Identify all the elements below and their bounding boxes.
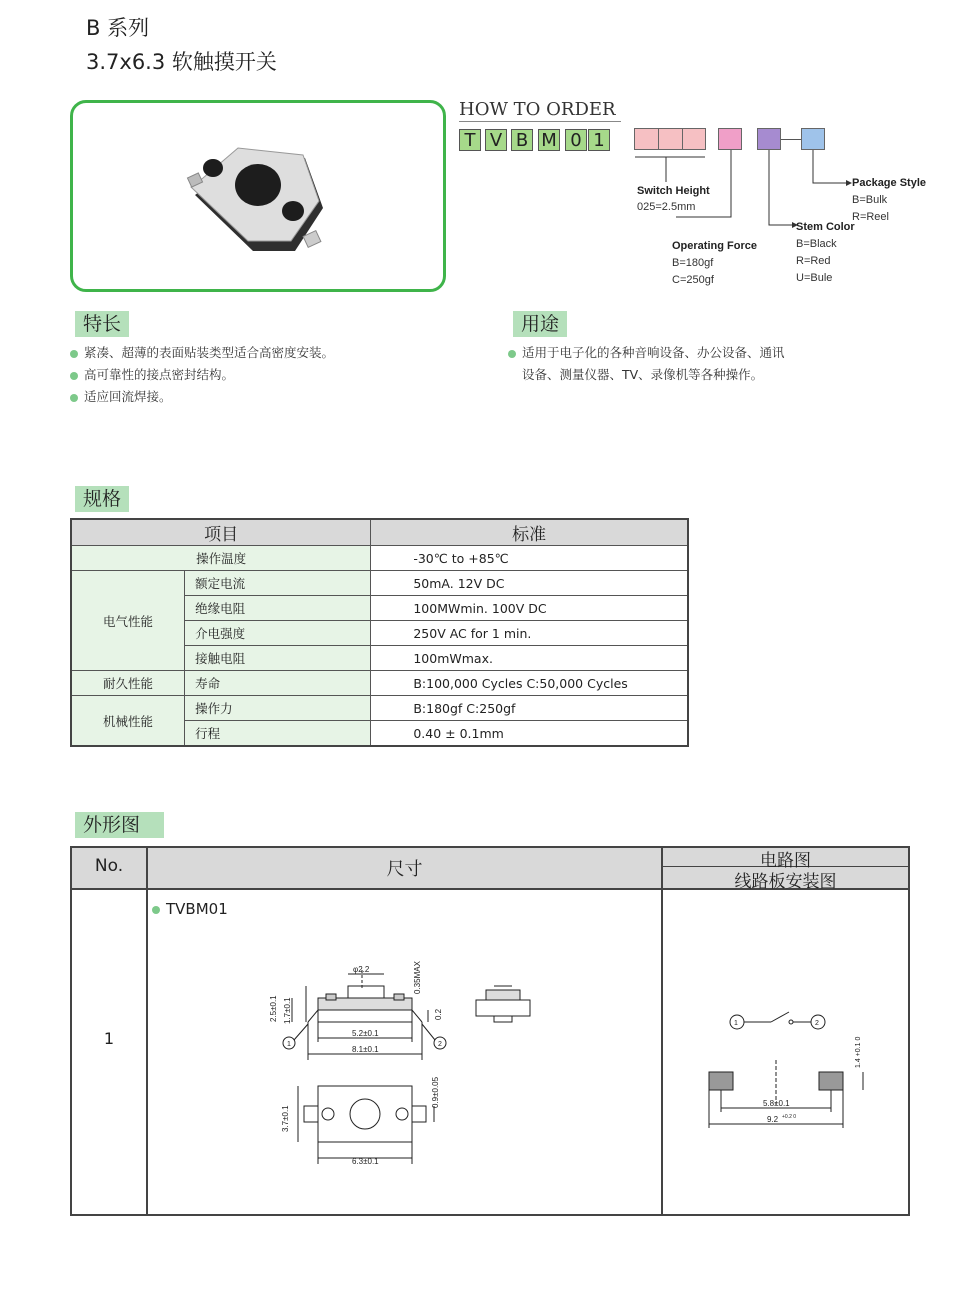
code-letter: B [511,129,533,151]
dim-text: 2.5±0.1 [269,995,278,1022]
dim-text: 1.4 +0.1 0 [855,1036,862,1068]
spec-value: B:100,000 Cycles C:50,000 Cycles [371,671,688,696]
how-to-order-underline [459,121,621,122]
dim-text: 1.7±0.1 [283,997,292,1024]
dim-text: 1 [287,1041,291,1048]
series-label: B 系列 [86,16,150,40]
outline-col-pcb: 线路板安装图 [734,872,837,892]
spec-heading: 规格 [75,486,129,512]
spec-label: 介电强度 [185,621,371,646]
bullet-icon [70,372,78,380]
usage-line: 适用于电子化的各种音响设备、办公设备、通讯 [508,343,785,361]
table-row [71,696,688,721]
dim-text: 3.7±0.1 [281,1105,290,1132]
spec-group: 机械性能 [71,696,185,747]
table-row [71,671,688,696]
package-style-label: Package Style [852,177,926,189]
code-letter: 0 [565,129,587,151]
pin-label: 2 [815,1020,819,1027]
product-title: 3.7x6.3 软触摸开关 [86,50,277,74]
package-style-value: B=Bulk [852,194,888,206]
spec-table [70,518,689,747]
stem-color-value: R=Red [796,255,831,267]
code-letter: M [538,129,560,151]
spec-label: 行程 [185,721,371,747]
code-letter: 1 [588,129,610,151]
spec-header-row [71,519,688,546]
dim-text: 5.2±0.1 [352,1029,379,1038]
code-letter: V [485,129,507,151]
dim-text: 5.8±0.1 [763,1099,790,1108]
outline-row-no: 1 [103,1029,115,1048]
spec-col-item: 项目 [71,519,371,546]
dim-text: 8.1±0.1 [352,1045,379,1054]
how-to-order-heading: HOW TO ORDER [459,99,616,120]
spec-value: B:180gf C:250gf [371,696,688,721]
usage-heading: 用途 [513,311,567,337]
spec-label: 操作温度 [71,546,371,571]
spec-value: 100mWmax. [371,646,688,671]
spec-value: 50mA. 12V DC [371,571,688,596]
spec-label: 绝缘电阻 [185,596,371,621]
code-letter: T [459,129,481,151]
dim-text: φ2.2 [353,965,370,974]
features-item: 紧凑、超薄的表面贴装类型适合高密度安装。 [70,343,334,361]
dim-text: +0.2 0 [782,1114,797,1120]
dim-text: 0.9±0.05 [431,1076,440,1108]
switch-height-box [634,128,706,150]
dim-text: 0.35MAX [413,961,422,994]
package-style-value: R=Reel [852,211,889,223]
spec-label: 额定电流 [185,571,371,596]
pin-label: 1 [734,1020,738,1027]
operating-force-value: C=250gf [672,274,714,286]
stem-color-label: Stem Color [796,221,855,233]
outline-col-circuit: 电路图 [760,851,811,871]
spec-group: 耐久性能 [71,671,185,696]
stem-color-value: B=Black [796,238,837,250]
spec-value: 250V AC for 1 min. [371,621,688,646]
switch-height-label: Switch Height [637,185,710,197]
operating-force-box [718,128,742,150]
stem-color-value: U=Bule [796,272,833,284]
spec-label: 接触电阻 [185,646,371,671]
dim-text: 9.2 [767,1115,779,1124]
stem-color-box [757,128,781,150]
spec-value: -30℃ to +85℃ [371,546,688,571]
spec-group: 电气性能 [71,571,185,671]
bullet-icon [508,350,516,358]
outline-col-no: No. [94,856,124,876]
spec-label: 操作力 [185,696,371,721]
circuit-drawing [663,890,908,1214]
switch-height-value: 025=2.5mm [637,201,696,213]
model-label: TVBM01 [152,900,228,918]
spec-col-standard: 标准 [371,519,688,546]
features-item: 适应回流焊接。 [70,387,172,405]
usage-line: 设备、测量仪器、TV、录像机等各种操作。 [522,367,764,382]
features-heading: 特长 [75,311,129,337]
table-row [71,546,688,571]
order-leader-lines [600,150,960,290]
bullet-icon [70,350,78,358]
package-style-box [801,128,825,150]
outline-col-dim: 尺寸 [386,859,423,880]
operating-force-label: Operating Force [672,240,757,252]
dim-text: 2 [438,1041,442,1048]
features-item: 高可靠性的接点密封结构。 [70,365,234,383]
spec-value: 0.40 ± 0.1mm [371,721,688,747]
outline-heading: 外形图 [75,812,164,838]
product-photo-icon [73,103,443,289]
operating-force-value: B=180gf [672,257,714,269]
bullet-icon [70,394,78,402]
dim-text: 0.2 [434,1008,443,1020]
table-row [71,571,688,596]
dimension-drawing [148,890,661,1214]
product-photo-frame [70,100,446,292]
dim-text: 6.3±0.1 [352,1157,379,1166]
spec-label: 寿命 [185,671,371,696]
spec-value: 100MWmin. 100V DC [371,596,688,621]
